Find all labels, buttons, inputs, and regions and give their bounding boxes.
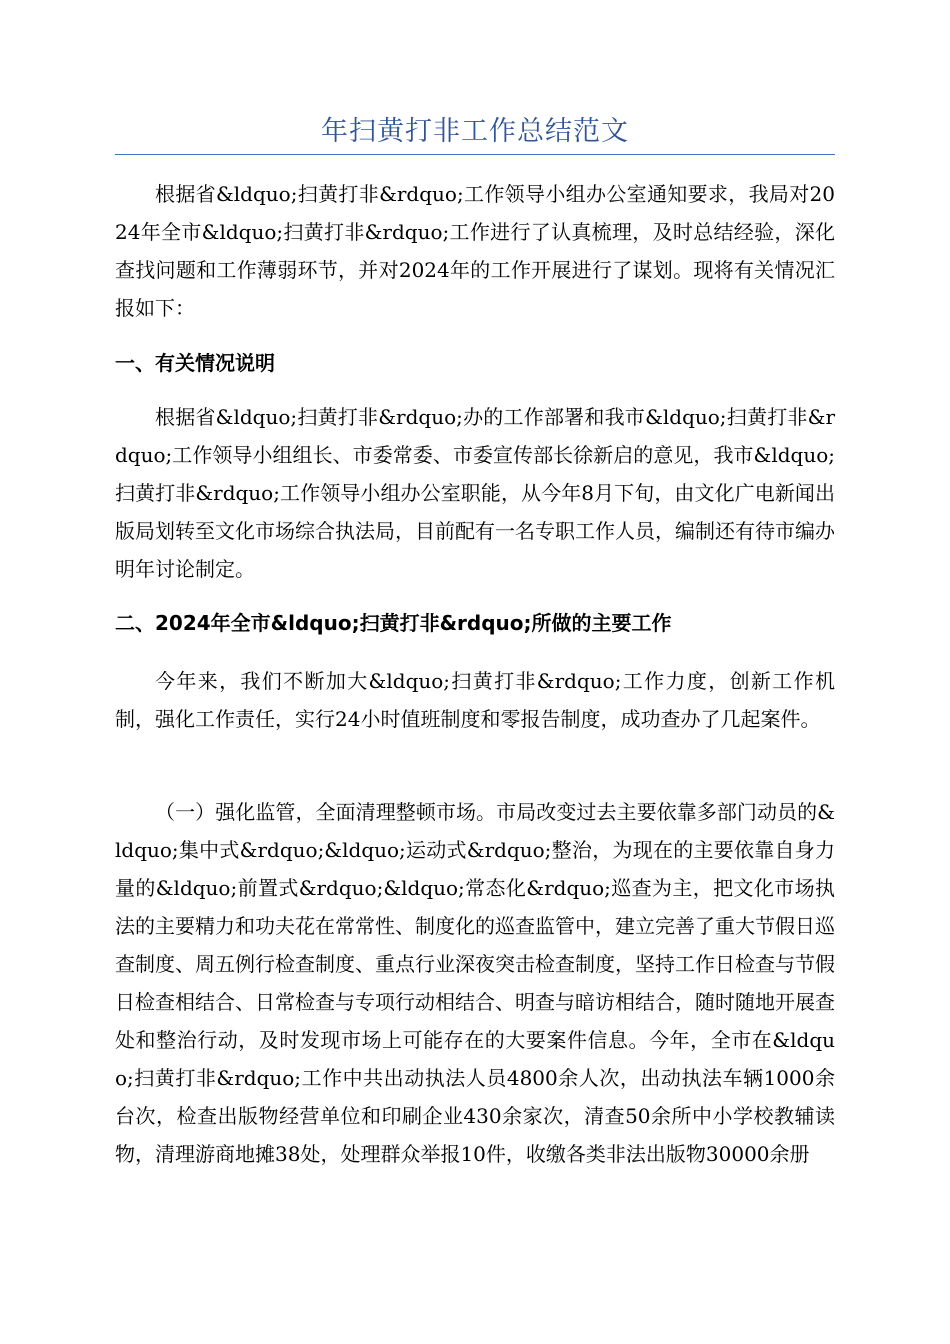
document-title: 年扫黄打非工作总结范文 [321, 116, 629, 147]
section-2-intro-paragraph: 今年来，我们不断加大&ldquo;扫黄打非&rdquo;工作力度，创新工作机制，强化工作责任，实行24小时值班制度和零报告制度，成功查办了几起案件。 [115, 669, 835, 731]
intro-paragraph: 根据省&ldquo;扫黄打非&rdquo;工作领导小组办公室通知要求，我局对2024年全市&ldquo;扫黄打非&rdquo;工作进行了认真梳理，及时总结经验，深化查找问题和工作薄弱环节，并对2024年的工作开展进行了谋划。现将有关情况汇报如下： [115, 182, 835, 320]
section-heading-2: 二、2024年全市&ldquo;扫黄打非&rdquo;所做的主要工作 [115, 611, 672, 635]
section-heading-1: 一、有关情况说明 [115, 351, 275, 375]
section-2-item-1-paragraph: （一）强化监管，全面清理整顿市场。市局改变过去主要依靠多部门动员的&ldquo;集中式&rdquo;&ldquo;运动式&rdquo;整治，为现在的主要依靠自身力量的&ldquo;前置式&rdquo;&ldquo;常态化&rdquo;巡查为主，把文化市场执法的主要精力和功夫花在常常性、制度化的巡查监管中，建立完善了重大节假日巡查制度、周五例行检查制度、重点行业深夜突击检查制度，坚持工作日检查与节假日检查相结合、日常检查与专项行动相结合、明查与暗访相结合，随时随地开展查处和整治行动，及时发现市场上可能存在的大要案件信息。今年，全市在&ldquo;扫黄打非&rdquo;工作中共出动执法人员4800余人次，出动执法车辆1000余台次，检查出版物经营单位和印刷企业430余家次，清查50余所中小学校教辅读物，清理游商地摊38处，处理群众举报10件，收缴各类非法出版物30000余册 [115, 800, 835, 1166]
title-underline [115, 154, 835, 155]
section-1-paragraph: 根据省&ldquo;扫黄打非&rdquo;办的工作部署和我市&ldquo;扫黄打非&rdquo;工作领导小组组长、市委常委、市委宣传部长徐新启的意见，我市&ldquo;扫黄打非&rdquo;工作领导小组办公室职能，从今年8月下旬，由文化广电新闻出版局划转至文化市场综合执法局，目前配有一名专职工作人员，编制还有待市编办明年讨论制定。 [115, 405, 835, 581]
